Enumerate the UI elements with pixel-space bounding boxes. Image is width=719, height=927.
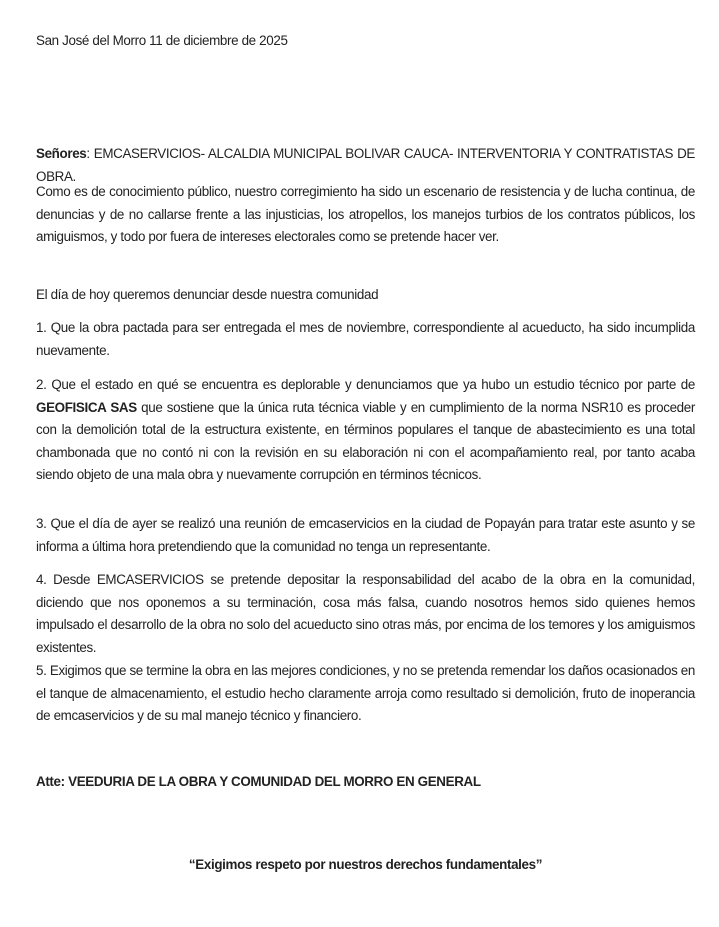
complaint-item-2-before: 2. Que el estado en qué se encuentra es deplorable y denunciamos que ya hubo un estudio técnico por parte de [36, 377, 695, 392]
recipients-text: EMCASERVICIOS- ALCALDIA MUNICIPAL BOLIVAR CAUCA- INTERVENTORIA Y CONTRATISTAS DE OBRA. [36, 146, 696, 184]
recipients-separator: : [86, 146, 94, 161]
recipients-label: Señores [36, 146, 87, 161]
complaint-item-3: 3. Que el día de ayer se realizó una reunión de emcaservicios en la ciudad de Popayán para tratar este asunto y se informa a última hora pretendiendo que la comunidad no tenga un representante. [36, 516, 695, 554]
place-date: San José del Morro 11 de diciembre de 2025 [36, 33, 288, 48]
complaint-item-5: 5. Exigimos que se termine la obra en las mejores condiciones, y no se pretenda remendar los daños ocasionados en el tanque de almacenamiento, el estudio hecho claramente arroja como resultado si demolición, fruto de inoperancia de emcaservicios y de su mal manejo técnico y financiero. [36, 663, 695, 723]
closing-motto: “Exigimos respeto por nuestros derechos fundamentales” [188, 857, 543, 873]
company-name: GEOFISICA SAS [36, 399, 137, 415]
signature: Atte: VEEDURIA DE LA OBRA Y COMUNIDAD DEL MORRO EN GENERAL [36, 774, 481, 789]
intro-paragraph: Como es de conocimiento público, nuestro corregimiento ha sido un escenario de resistencia y de lucha continua, de denuncias y de no callarse frente a las injusticias, los atropellos, los manejos turbios de los contratos públicos, los amiguismos, y todo por fuera de intereses electorales como se pretende hacer ver. [36, 184, 695, 244]
complaint-item-1: 1. Que la obra pactada para ser entregada el mes de noviembre, correspondiente al acueducto, ha sido incumplida nuevamente. [36, 320, 695, 358]
lead-sentence: El día de hoy queremos denunciar desde nuestra comunidad [36, 287, 379, 302]
complaint-item-2 [36, 374, 695, 487]
complaint-item-2-after: que sostiene que la única ruta técnica viable y en cumplimiento de la norma NSR10 es proceder con la demolición total de la estructura existente, en términos populares el tanque de abastecimiento es una total chambonada que no contó ni con la revisión en su elaboración ni con el acompañamiento real, por tanto acaba siendo objeto de una mala obra y nuevamente corrupción en términos técnicos. [36, 399, 695, 482]
complaint-item-4: 4. Desde EMCASERVICIOS se pretende depositar la responsabilidad del acabo de la obra en la comunidad, diciendo que nos oponemos a su terminación, cosa más falsa, cuando nosotros hemos sido quienes hemos impulsado el desarrollo de la obra no solo del acueducto sino otras más, por encima de los temores y los amiguismos existentes. [36, 572, 695, 655]
